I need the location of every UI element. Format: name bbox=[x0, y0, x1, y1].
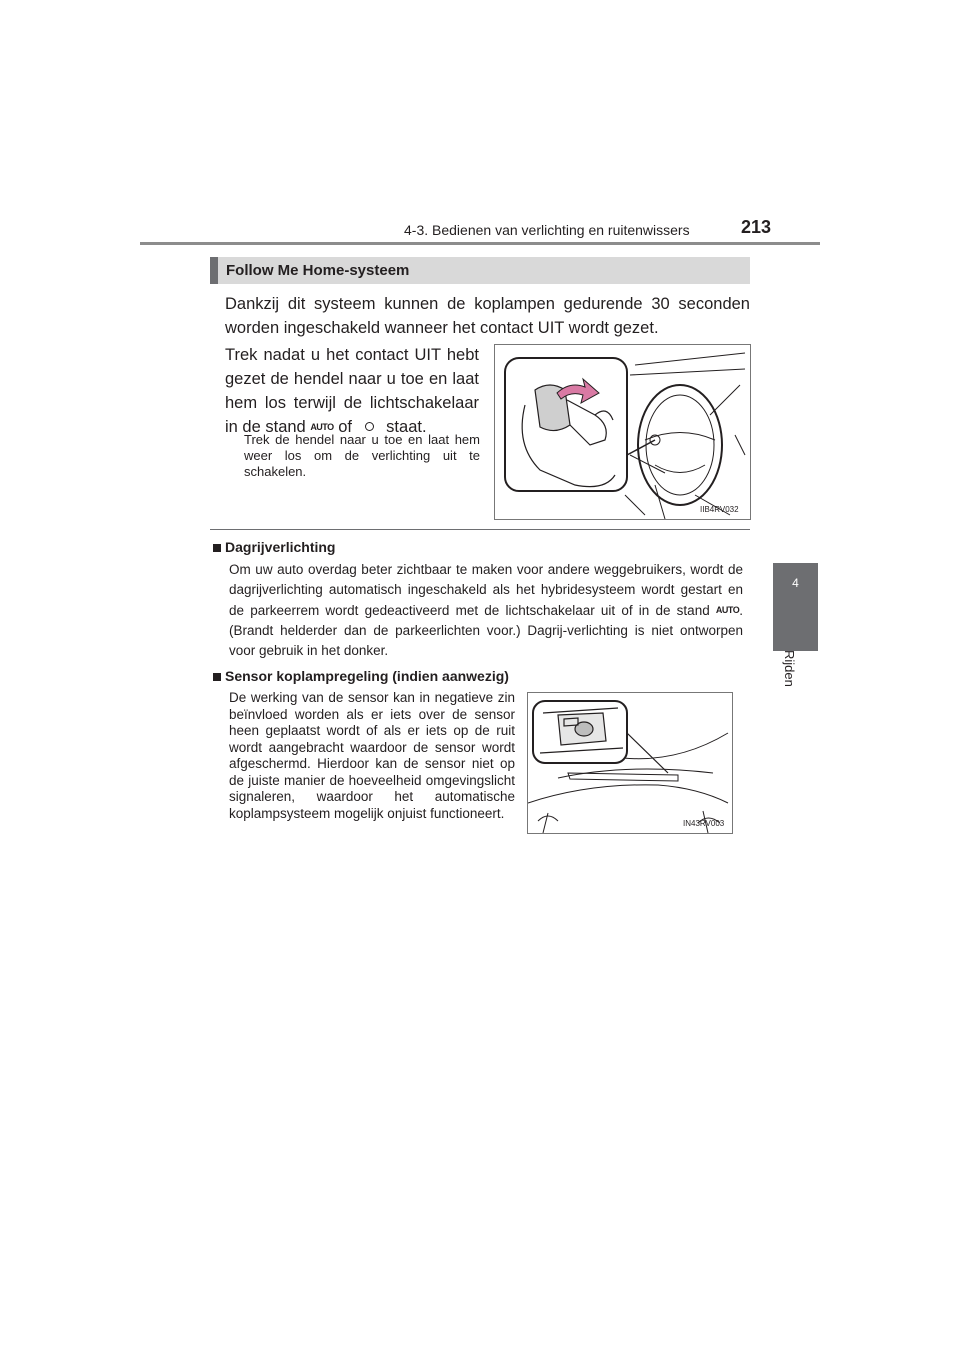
page-number: 213 bbox=[741, 217, 772, 237]
sensor-title: Sensor koplampregeling (indien aanwezig) bbox=[225, 668, 509, 684]
section-intro: Dankzij dit systeem kunnen de koplampen gedurende 30 seconden worden ingeschakeld wanneer het contact UIT wordt gezet. bbox=[225, 295, 750, 337]
chapter-tab-label-box bbox=[766, 650, 826, 710]
bullet-square-icon bbox=[213, 544, 221, 552]
sensor-text: De werking van de sensor kan in negatieve zin beïnvloed worden als er iets over de sensor heen geplaatst wordt of als er iets op de ruit wordt aangebracht waardoor de sensor wordt afgeschermd. Hierdoor kan de sensor niet op de juiste manier de hoeveelheid omgevingslicht signaleren, waardoor het automatische koplampsysteem mogelijk onjuist functioneert. bbox=[229, 690, 515, 821]
daytime-lights-text bbox=[229, 560, 743, 661]
instruction-text-c: staat. bbox=[381, 418, 427, 436]
section-heading-accent bbox=[210, 257, 218, 284]
figure-code: IN43RV003 bbox=[683, 819, 725, 828]
daytime-lights-heading bbox=[213, 539, 335, 555]
chapter-tab bbox=[773, 563, 818, 651]
daytime-lights-title: Dagrijverlichting bbox=[225, 539, 336, 555]
chapter-number: 4 bbox=[792, 576, 799, 590]
lever-illustration bbox=[494, 344, 751, 520]
section-title: Follow Me Home-systeem bbox=[226, 262, 410, 279]
running-header: 4-3. Bedienen van verlichting en ruitenwissers bbox=[404, 222, 690, 238]
auto-icon: AUTO bbox=[310, 422, 334, 432]
section-heading-bar bbox=[210, 257, 750, 284]
section-divider bbox=[210, 529, 750, 530]
daytime-text-b: . (Brandt helderder dan de parkeerlichten voor.) Dagrij-verlichting is niet ontworpen voor gebruik in het donker. bbox=[229, 603, 743, 658]
daytime-text-a: Om uw auto overdag beter zichtbaar te maken voor andere weggebruikers, wordt de dagrijverlichting automatisch ingeschakeld als het hybridesysteem wordt gestart en de parkeerrem wordt gedeactiveerd met de lichtschakelaar uit of in de stand bbox=[229, 562, 743, 618]
instruction-paragraph bbox=[225, 343, 479, 439]
bullet-square-icon bbox=[213, 673, 221, 681]
sensor-drawing bbox=[528, 693, 732, 833]
figure-code: IIB4RV032 bbox=[700, 505, 739, 514]
instruction-text-a: Trek nadat u het contact UIT hebt gezet de hendel naar u toe en laat hem los terwijl de lichtschakelaar in de stand bbox=[225, 346, 479, 436]
instruction-text-b: of bbox=[333, 418, 357, 436]
headlight-dot-icon bbox=[365, 422, 374, 431]
sensor-illustration bbox=[527, 692, 733, 834]
header-rule bbox=[140, 242, 820, 245]
instruction-note: Trek de hendel naar u toe en laat hem weer los om de verlichting uit te schakelen. bbox=[244, 432, 480, 479]
auto-icon: AUTO bbox=[715, 605, 740, 615]
sensor-heading bbox=[213, 668, 509, 684]
lever-drawing bbox=[495, 345, 750, 519]
chapter-label: Rijden bbox=[782, 650, 797, 687]
